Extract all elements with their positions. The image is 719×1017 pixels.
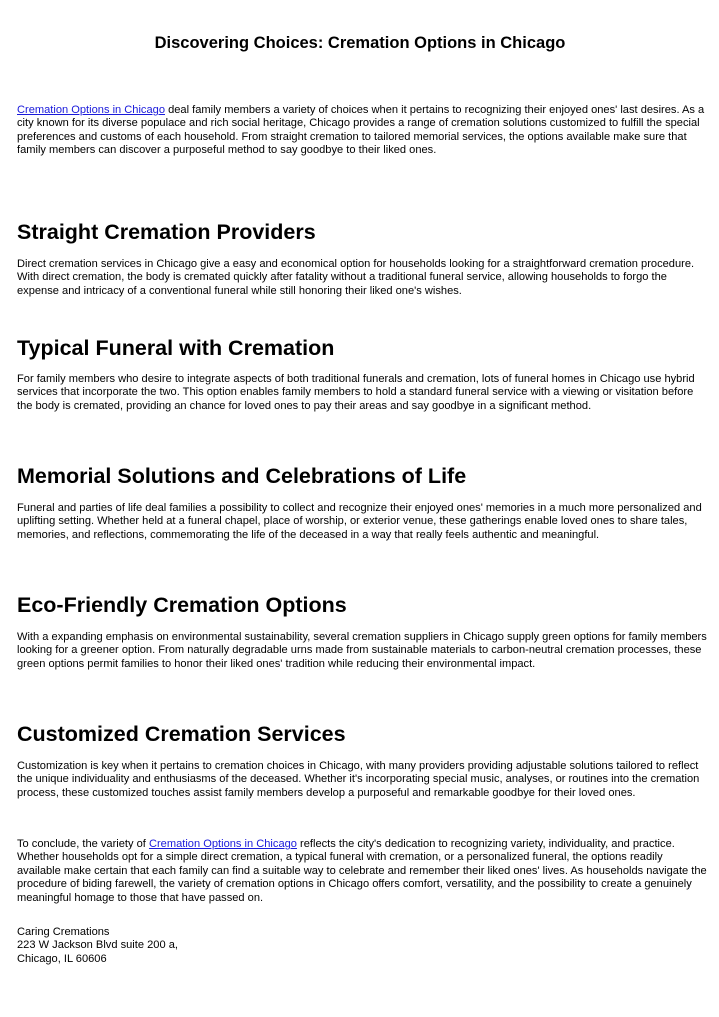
conclusion-paragraph	[17, 838, 707, 905]
conclusion-link[interactable]: Cremation Options in Chicago	[148, 838, 297, 850]
address-block	[17, 926, 178, 966]
section-heading-eco-friendly: Eco-Friendly Cremation Options	[17, 593, 347, 617]
business-name: Caring Cremations	[17, 926, 110, 938]
page-title: Discovering Choices: Cremation Options in Chicago	[154, 34, 566, 52]
intro-text: deal family members a variety of choices when it pertains to recognizing their enjoyed ones' last desires. As a city known for its diverse populace and rich social heritage, Chicago provides a range of cremation solutions customized to fulfill the special preferences and customs of each household. From straight cremation to tailored memorial services, the options available make sure that family members can discover a purposeful method to say goodbye to their liked ones.	[17, 104, 705, 157]
section-heading-memorial: Memorial Solutions and Celebrations of Life	[17, 464, 467, 488]
city-state-zip: Chicago, IL 60606	[17, 952, 107, 965]
conclusion-text: reflects the city's dedication to recognizing variety, individuality, and practice. Whether households opt for a simple direct cremation, a typical funeral with cremation, or a personalized funeral, the options readily available make certain that each family can find a suitable way to celebrate and remember their liked ones' lives. As households navigate the procedure of biding farewell, the variety of cremation options in Chicago offers comfort, versatility, and the possibility to create a genuinely meaningful homage to those that have passed on.	[17, 838, 707, 904]
section-body-customized: Customization is key when it pertains to cremation choices in Chicago, with many providers providing adjustable solutions tailored to reflect the unique individuality and enthusiasms of the deceased. Whether it's incorporating special music, analyses, or routines into the cremation process, these customized touches assist family members develop a purposeful and remarkable goodbye for their loved ones.	[17, 760, 700, 799]
conclusion-prefix: To conclude, the variety of	[17, 838, 149, 850]
section-body-typical-funeral: For family members who desire to integrate aspects of both traditional funerals and cremation, lots of funeral homes in Chicago use hybrid services that incorporate the two. This option enables family members to hold a standard funeral service with a viewing or visitation before the body is cremated, providing an chance for loved ones to pay their areas and say goodbye in a significant method.	[17, 373, 695, 412]
section-heading-customized: Customized Cremation Services	[17, 722, 346, 746]
section-body-eco-friendly: With a expanding emphasis on environmental sustainability, several cremation suppliers in Chicago supply green options for family members looking for a greener option. From naturally degradable urns made from sustainable materials to carbon-neutral cremation processes, these green options permit families to honor their liked ones' tradition while reducing their environmental impact.	[17, 631, 707, 670]
intro-paragraph	[17, 104, 707, 158]
section-body-straight-cremation: Direct cremation services in Chicago give a easy and economical option for households looking for a straightforward cremation procedure. With direct cremation, the body is cremated quickly after fatality without a traditional funeral service, allowing households to forgo the expense and intricacy of a conventional funeral while still honoring their liked one's wishes.	[17, 258, 695, 297]
section-body-memorial: Funeral and parties of life deal families a possibility to collect and recognize their enjoyed ones' memories in a much more personalized and uplifting setting. Whether held at a funeral chapel, place of worship, or exterior venue, these gatherings enable loved ones to share tales, memories, and reflections, commemorating the life of the deceased in a way that really feels authentic and meaningful.	[17, 502, 702, 541]
street-address: 223 W Jackson Blvd suite 200 a,	[17, 939, 178, 952]
intro-link[interactable]: Cremation Options in Chicago	[17, 104, 165, 116]
section-heading-typical-funeral: Typical Funeral with Cremation	[17, 336, 335, 360]
section-heading-straight-cremation: Straight Cremation Providers	[17, 220, 316, 244]
